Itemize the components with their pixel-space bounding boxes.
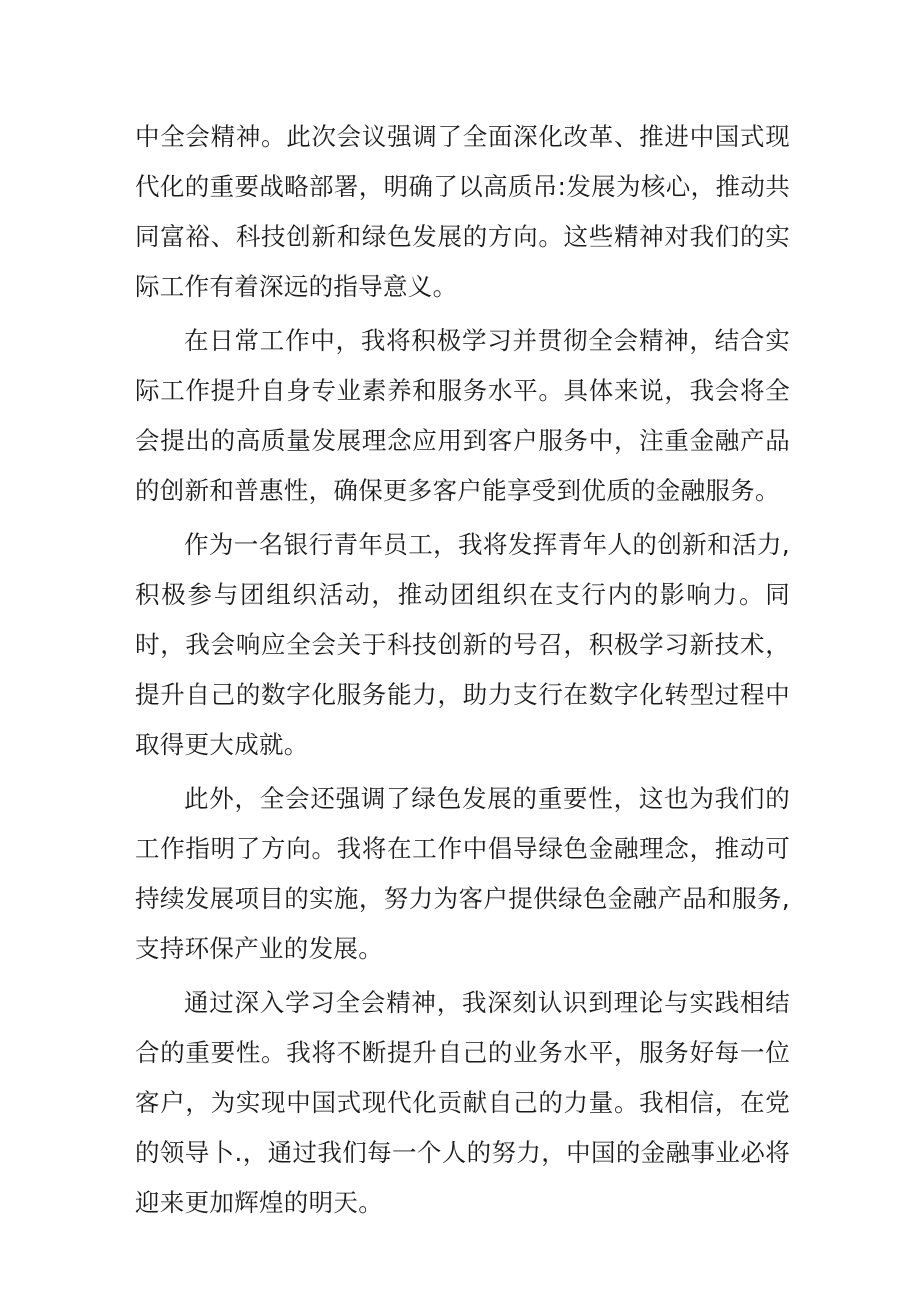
- paragraph-5: 通过深入学习全会精神，我深刻认识到理论与实践相结合的重要性。我将不断提升自己的业务水平，服务好每一位客户，为实现中国式现代化贡献自己的力量。我相信，在党的领导卜.，通过我们每一个人的努力，中国的金融事业必将迎来更加辉煌的明天。: [135, 988, 790, 1217]
- document-body: [135, 112, 790, 1228]
- paragraph-4: 此外，全会还强调了绿色发展的重要性，这也为我们的工作指明了方向。我将在工作中倡导绿色金融理念，推动可持续发展项目的实施，努力为客户提供绿色金融产品和服务,支持环保产业的发展。: [135, 784, 790, 963]
- paragraph-2: 在日常工作中，我将积极学习并贯彻全会精神，结合实际工作提升自身专业素养和服务水平。具体来说，我会将全会提出的高质量发展理念应用到客户服务中，注重金融产品的创新和普惠性，确保更多客户能享受到优质的金融服务。: [135, 326, 790, 505]
- paragraph-3: 作为一名银行青年员工，我将发挥青年人的创新和活力,积极参与团组织活动，推动团组织在支行内的影响力。同时，我会响应全会关于科技创新的号召，积极学习新技术，提升自己的数字化服务能力，助力支行在数字化转型过程中取得更大成就。: [135, 530, 790, 759]
- paragraph-1: 中全会精神。此次会议强调了全面深化改革、推进中国式现代化的重要战略部署，明确了以高质吊:发展为核心，推动共同富裕、科技创新和绿色发展的方向。这些精神对我们的实际工作有着深远的指导意义。: [135, 122, 790, 301]
